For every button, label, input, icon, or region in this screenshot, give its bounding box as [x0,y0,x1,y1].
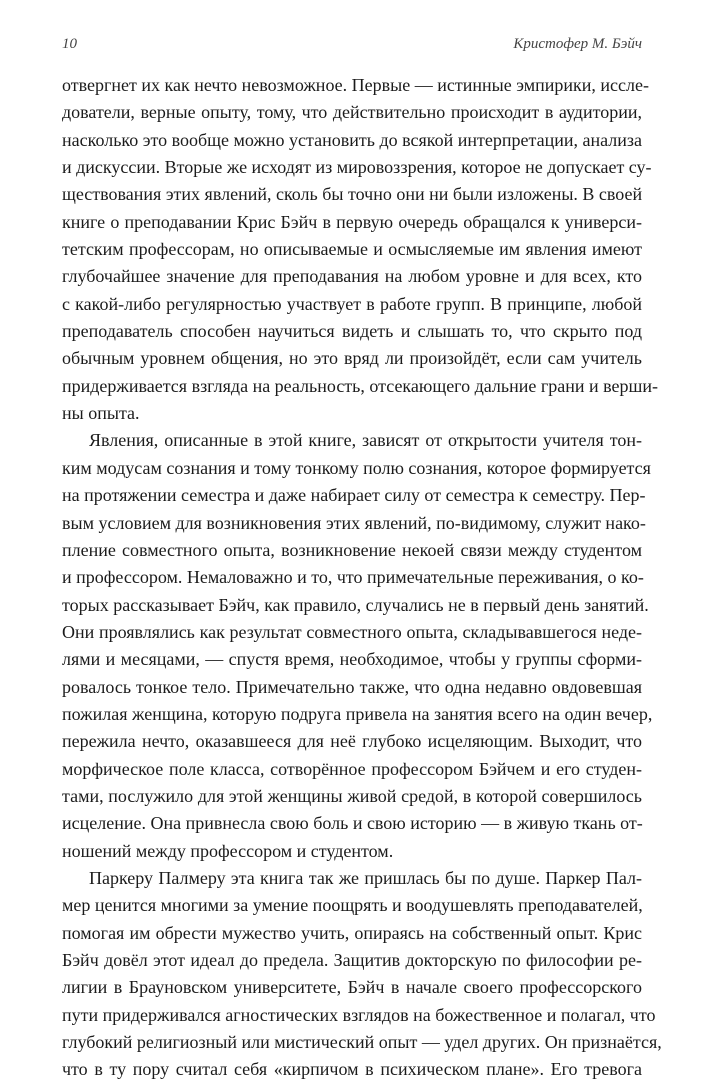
text-line: книге о преподавании Крис Бэйч в первую очередь обращался к универси- [62,211,642,232]
text-line: ществования этих явлений, сколь бы точно они ни были изложены. В своей [62,184,643,205]
text-line: пление совместного опыта, возникновение некоей связи между студентом [62,539,642,560]
text-line: с какой-либо регулярностью участвует в работе групп. В принципе, любой [62,293,642,314]
text-line: лями и месяцами, — спустя время, необходимое, чтобы у группы сформи- [62,649,642,670]
running-header [62,36,642,58]
text-line: лигии в Брауновском университете, Бэйч в начале своего профессорского [62,977,642,998]
text-line: придерживается взгляда на реальность, отсекающего дальние грани и верши- [62,375,659,396]
text-line: ношений между профессором и студентом. [62,840,394,861]
text-line: Явления, описанные в этой книге, зависят от открытости учителя тон- [89,430,642,451]
paragraph [62,72,659,427]
running-title: Кристофер М. Бэйч [513,36,642,52]
text-line: тами, послужило для этой женщины живой средой, в которой совершилось [62,785,642,806]
text-line: обычным уровнем общения, но это вряд ли произойдёт, если сам учитель [62,348,642,369]
text-line: помогая им обрести мужество учить, опираясь на собственный опыт. Крис [62,922,642,943]
text-line: Паркеру Палмеру эта книга так же пришлась бы по душе. Паркер Пал- [89,867,642,888]
body-text [62,72,662,1084]
text-line: ны опыта. [62,403,140,424]
text-line: глубокий религиозный или мистический опыт — удел других. Он признаётся, [62,1032,662,1053]
paragraph [62,427,653,865]
text-line: и профессором. Немаловажно и то, что примечательные переживания, о ко- [62,567,644,588]
text-line: исцеление. Она привнесла свою боль и свою историю — в живую ткань от- [62,813,643,834]
text-line: ровалось тонкое тело. Примечательно также, что одна недавно овдовевшая [62,676,642,697]
text-line: дователи, верные опыту, тому, что действительно происходит в аудитории, [62,102,642,123]
text-line: мер ценится многими за умение поощрять и воодушевлять преподавателей, [62,895,643,916]
text-line: пути придерживался агностических взглядов на божественное и полагал, что [62,1004,656,1025]
text-line: глубочайшее значение для преподавания на любом уровне и для всех, кто [62,266,642,287]
text-line: вым условием для возникновения этих явлений, по-видимому, служит нако- [62,512,646,533]
text-line: тетским профессорам, но описываемые и осмысляемые им явления имеют [62,239,642,260]
text-line: и дискуссии. Вторые же исходят из мировоззрения, которое не допускает су- [62,157,652,178]
text-line: морфическое поле класса, сотворённое профессором Бэйчем и его студен- [62,758,642,779]
text-line: пожилая женщина, которую подруга привела на занятия всего на один вечер, [62,703,653,724]
text-line: отвергнет их как нечто невозможное. Первые — истинные эмпирики, иссле- [62,75,650,95]
text-line: насколько это вообще можно установить до всякой интерпретации, анализа [62,129,642,150]
page-number: 10 [62,36,77,52]
text-line: торых рассказывает Бэйч, как правило, случались не в первый день занятий. [62,594,649,615]
text-line: Они проявлялись как результат совместного опыта, складывавшегося неде- [62,621,642,642]
paragraph [62,865,662,1084]
text-line: на протяжении семестра и даже набирает силу от семестра к семестру. Пер- [62,485,646,506]
text-line: что в ту пору считал себя «кирпичом в психическом плане». Его тревога [62,1059,642,1080]
text-line: пережила нечто, оказавшееся для неё глубоко исцеляющим. Выходит, что [62,731,642,752]
text-line: преподаватель способен научиться видеть и слышать то, что скрыто под [62,321,642,342]
text-line: Бэйч довёл этот идеал до предела. Защитив докторскую по философии ре- [62,950,642,970]
text-line: ким модусам сознания и тому тонкому полю сознания, которое формируется [62,457,651,478]
paragraph-container [62,72,662,1084]
